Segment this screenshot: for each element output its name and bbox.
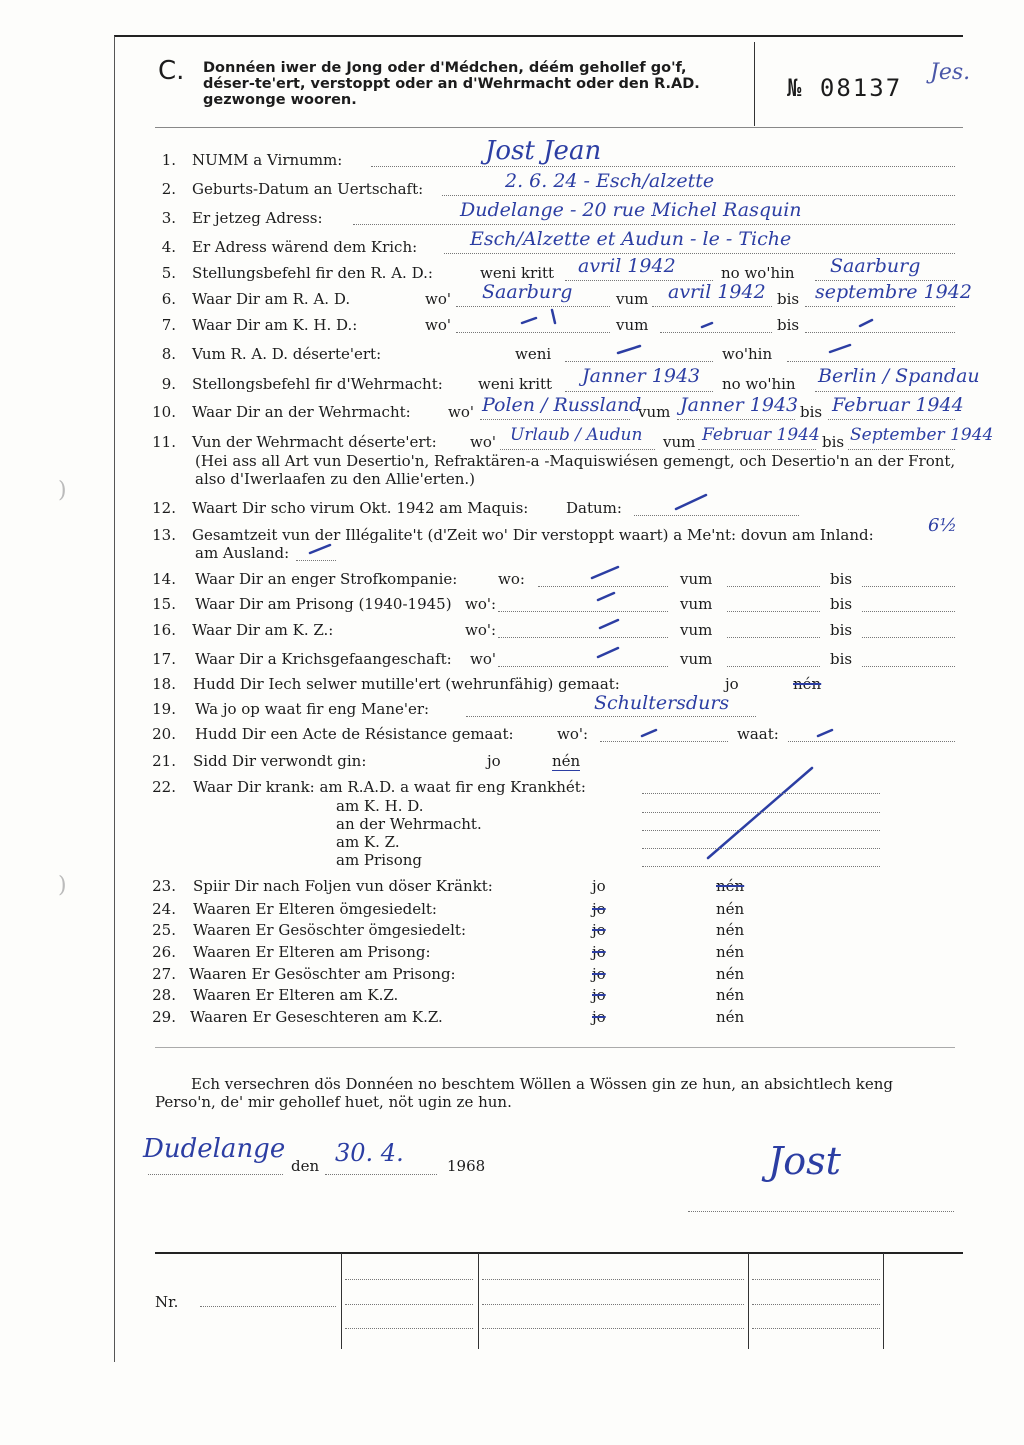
label: Geburts-Datum an Uertschaft:: [192, 180, 424, 198]
nen-option[interactable]: nén: [716, 1008, 745, 1026]
footer-cell[interactable]: [752, 1327, 880, 1329]
rad-order-place: Saarburg: [830, 255, 921, 277]
footer-col-divider: [341, 1253, 342, 1349]
sick-prisong-field[interactable]: [642, 852, 880, 867]
footer-col-divider: [883, 1253, 884, 1349]
nr-label: Nr.: [155, 1293, 179, 1311]
khd-from-field[interactable]: [660, 318, 772, 333]
wm-where: Polen / Russland: [482, 394, 642, 416]
jo-option[interactable]: jo: [592, 965, 606, 983]
wm-desert-to: September 1944: [850, 425, 994, 445]
jo-option[interactable]: jo: [592, 943, 606, 961]
footer-cell[interactable]: [345, 1327, 473, 1329]
wm-order-date: Janner 1943: [582, 365, 701, 387]
name-field[interactable]: [371, 152, 955, 167]
inland-months: 6½: [928, 515, 957, 536]
place-value: Dudelange: [143, 1134, 286, 1164]
binder-hole-mark: ): [58, 478, 67, 503]
sick-rad-field[interactable]: [642, 779, 880, 794]
year-label: 1968: [447, 1157, 486, 1175]
wm-order-place: Berlin / Spandau: [818, 365, 980, 387]
manner-value: Schultersdurs: [594, 692, 730, 714]
birth-value: 2. 6. 24 - Esch/alzette: [505, 170, 715, 192]
nen-option[interactable]: nén: [716, 921, 745, 939]
declaration: Ech versechren dös Donnéen no beschtem Wöllen a Wössen gin ze hun, an absichtlech keng Perso'n, de' mir gehollef huet, nöt ugin ze hun.: [155, 1075, 893, 1111]
pow-from-field[interactable]: [727, 652, 820, 667]
form-number-annotation: Jes.: [930, 60, 971, 85]
footer-cell[interactable]: [482, 1327, 744, 1329]
strof-from-field[interactable]: [727, 572, 820, 587]
footer-cell[interactable]: [752, 1303, 880, 1305]
jo-option[interactable]: jo: [592, 1008, 606, 1026]
kz-to-field[interactable]: [862, 623, 955, 638]
jo-option[interactable]: jo: [592, 877, 606, 895]
nen-option[interactable]: nén: [716, 965, 745, 983]
war-address-value: Esch/Alzette et Audun - le - Tiche: [470, 228, 792, 250]
pow-where-field[interactable]: [498, 652, 668, 667]
rad-order-date: avril 1942: [578, 255, 676, 277]
abroad-field[interactable]: [296, 546, 336, 561]
wm-desert-where: Urlaub / Audun: [510, 425, 643, 445]
wm-desert-from: Februar 1944: [702, 425, 820, 445]
sick-khd: am K. H. D.: [336, 797, 424, 815]
section-title: Donnéen iwer de Jong oder d'Médchen, déém gehollef go'f, déser-te'ert, verstoppt oder an d'Wehrmacht oder den R.AD. gezwonge wooren.: [203, 60, 700, 108]
khd-where-field[interactable]: [456, 318, 610, 333]
signature-field[interactable]: [688, 1197, 954, 1212]
nen-option[interactable]: nén: [716, 943, 745, 961]
jo-option[interactable]: jo: [592, 921, 606, 939]
footer-cell[interactable]: [345, 1278, 473, 1280]
jo-option[interactable]: jo: [725, 675, 739, 693]
rad-from: avril 1942: [668, 281, 766, 303]
footer-cell[interactable]: [482, 1278, 744, 1280]
name-value: Jost Jean: [485, 136, 602, 166]
strof-to-field[interactable]: [862, 572, 955, 587]
desert-place-field[interactable]: [787, 347, 955, 362]
nen-option[interactable]: nén: [793, 675, 822, 693]
footer-cell[interactable]: [752, 1278, 880, 1280]
jo-option[interactable]: jo: [592, 986, 606, 1004]
kz-from-field[interactable]: [727, 623, 820, 638]
footer-col-divider: [478, 1253, 479, 1349]
nen-option[interactable]: nén: [552, 752, 581, 770]
strof-where-field[interactable]: [538, 572, 668, 587]
sick-kz: am K. Z.: [336, 833, 400, 851]
section-letter: C.: [158, 56, 185, 86]
khd-to-field[interactable]: [805, 318, 955, 333]
rad-where: Saarburg: [482, 281, 573, 303]
date-value: 30. 4.: [335, 1139, 404, 1167]
abroad-label: am Ausland:: [195, 544, 290, 562]
desert-date-field[interactable]: [565, 347, 713, 362]
prison-where-field[interactable]: [498, 597, 668, 612]
rad-to: septembre 1942: [815, 281, 972, 303]
sick-wehrmacht-field[interactable]: [642, 816, 880, 831]
nr-field[interactable]: [200, 1305, 336, 1307]
label: Er Adress wärend dem Krich:: [192, 238, 418, 256]
sick-khd-field[interactable]: [642, 798, 880, 813]
den-label: den: [291, 1157, 320, 1175]
resistance-where-field[interactable]: [600, 727, 728, 742]
form-number: № 08137: [787, 74, 903, 102]
resistance-what-field[interactable]: [788, 727, 955, 742]
section-rule: [155, 1047, 955, 1048]
label: NUMM a Virnumm:: [192, 151, 343, 169]
jo-option[interactable]: jo: [592, 900, 606, 918]
sick-wehrmacht: an der Wehrmacht.: [336, 815, 482, 833]
maquis-date-field[interactable]: [634, 501, 799, 516]
label: Er jetzeg Adress:: [192, 209, 323, 227]
signature: Jost: [768, 1139, 841, 1183]
wm-to: Februar 1944: [832, 394, 964, 416]
prison-to-field[interactable]: [862, 597, 955, 612]
sick-prisong: am Prisong: [336, 851, 422, 869]
footer-cell[interactable]: [345, 1303, 473, 1305]
nen-option[interactable]: nén: [716, 900, 745, 918]
binder-hole-mark: ): [58, 873, 67, 898]
footer-col-divider: [748, 1253, 749, 1349]
footer-cell[interactable]: [482, 1303, 744, 1305]
header-divider: [754, 42, 755, 126]
jo-option[interactable]: jo: [487, 752, 501, 770]
wm-from: Janner 1943: [680, 394, 799, 416]
prison-from-field[interactable]: [727, 597, 820, 612]
desertion-note: (Hei ass all Art vun Desertio'n, Refraktären-a -Maquiswiésen gemengt, och Desertio'n an der Front, also d'Iwerlaafen zu den Allie'erten.): [195, 452, 956, 488]
nen-option[interactable]: nén: [716, 986, 745, 1004]
address-value: Dudelange - 20 rue Michel Rasquin: [460, 199, 802, 221]
kz-where-field[interactable]: [498, 623, 668, 638]
sick-kz-field[interactable]: [642, 834, 880, 849]
nen-option[interactable]: nén: [716, 877, 745, 895]
header-rule: [155, 127, 963, 128]
pow-to-field[interactable]: [862, 652, 955, 667]
